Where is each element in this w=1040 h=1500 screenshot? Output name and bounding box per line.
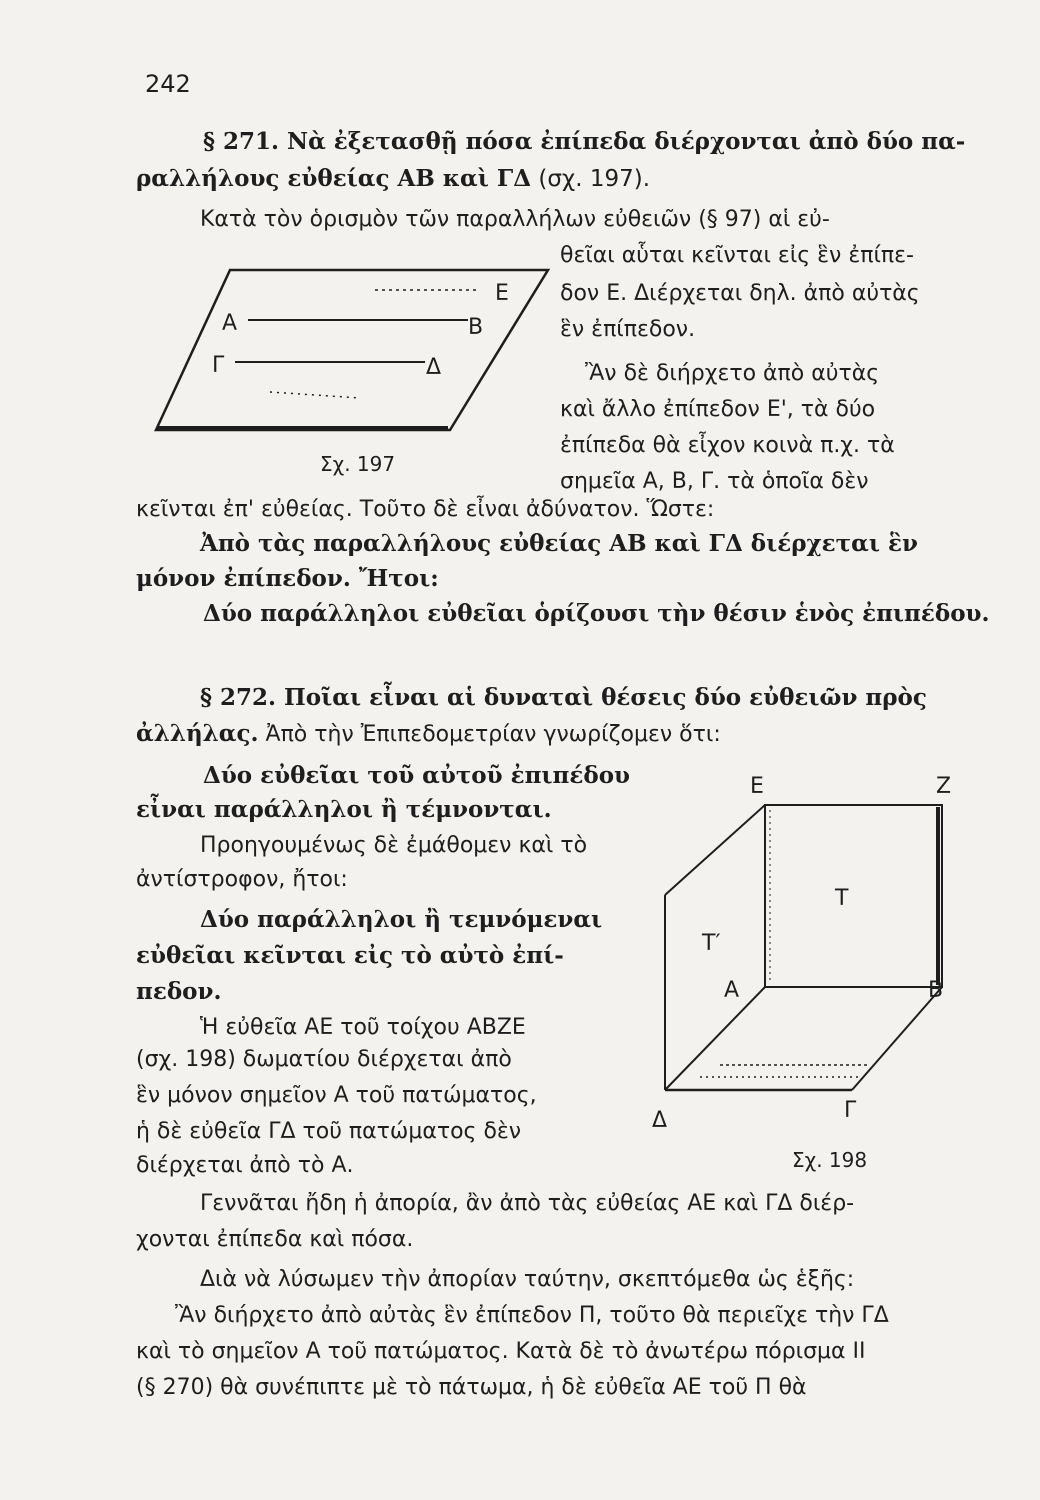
label-A: Α <box>724 978 740 1003</box>
section-271-title-ref: (σχ. 197). <box>538 166 651 192</box>
text-line: Διὰ νὰ λύσωμεν τὴν ἀπορίαν ταύτην, σκεπτόμεθα ὡς ἑξῆς: <box>200 1267 855 1292</box>
theorem-line: Ἀπὸ τὰς παραλλήλους εὐθείας ΑΒ καὶ ΓΔ διέρχεται ἓν <box>200 530 918 557</box>
text-line: θεῖαι αὗται κεῖνται εἰς ἓν ἐπίπε- <box>560 243 914 268</box>
text-line: Ἀπὸ τὴν Ἐπιπεδομετρίαν γνωρίζομεν ὅτι: <box>265 722 721 747</box>
text-line: Ἂν διήρχετο ἀπὸ αὐτὰς ἓν ἐπίπεδον Π, τοῦτο θὰ περιεῖχε τὴν ΓΔ <box>175 1303 889 1328</box>
text-line: σημεῖα Α, Β, Γ. τὰ ὁποῖα δὲν <box>560 469 869 494</box>
figure-197 <box>150 268 570 438</box>
label-B: Β <box>928 978 944 1003</box>
text-line: δον Ε. Διέρχεται δηλ. ἀπὸ αὐτὰς <box>560 281 920 306</box>
label-E: Ε <box>495 281 509 306</box>
section-272-title-line1 <box>200 684 927 713</box>
section-272-title-line2 <box>136 720 721 749</box>
figure-198-caption: Σχ. 198 <box>792 1148 868 1172</box>
theorem-line: εἶναι παράλληλοι ἢ τέμνονται. <box>136 796 552 823</box>
label-Z: Ζ <box>936 774 952 799</box>
theorem-line: εὐθεῖαι κεῖνται εἰς τὸ αὐτὸ ἐπί- <box>136 942 564 969</box>
section-271-title-line2 <box>136 165 650 193</box>
text-line: ἡ δὲ εὐθεῖα ΓΔ τοῦ πατώματος δὲν <box>136 1119 522 1144</box>
theorem-line: Δύο εὐθεῖαι τοῦ αὐτοῦ ἐπιπέδου <box>203 762 631 789</box>
label-G: Γ <box>844 1098 857 1123</box>
line-AD-floor <box>665 987 765 1090</box>
text-line: καὶ ἄλλο ἐπίπεδον Ε', τὰ δύο <box>560 397 876 422</box>
text-line: ἐπίπεδα θὰ εἶχον κοινὰ π.χ. τὰ <box>560 433 895 458</box>
text-line: (§ 270) θὰ συνέπιπτε μὲ τὸ πάτωμα, ἡ δὲ εὐθεῖα ΑΕ τοῦ Π θὰ <box>136 1375 807 1400</box>
label-T: Τ <box>835 886 849 911</box>
text-line: καὶ τὸ σημεῖον Α τοῦ πατώματος. Κατὰ δὲ τὸ ἀνωτέρω πόρισμα ΙΙ <box>136 1339 866 1364</box>
theorem-statement: Δύο παράλληλοι εὐθεῖαι ὁρίζουσι τὴν θέσιν ἑνὸς ἐπιπέδου. <box>203 600 990 627</box>
page-number: 242 <box>145 70 191 98</box>
theorem-line: Δύο παράλληλοι ἢ τεμνόμεναι <box>200 906 603 933</box>
theorem-line: μόνον ἐπίπεδον. Ἤτοι: <box>136 565 439 592</box>
shading-dots <box>270 392 360 398</box>
label-E: Ε <box>750 774 764 799</box>
label-D: Δ <box>426 355 442 380</box>
section-272-title: § 272. Ποῖαι εἶναι αἱ δυναταὶ θέσεις δύο εὐθειῶν πρὸς <box>200 684 927 711</box>
label-A: Α <box>222 311 238 336</box>
text-line: ἓν ἐπίπεδον. <box>560 317 696 342</box>
figure-198 <box>640 765 970 1135</box>
wall-T-top-edge <box>665 805 765 895</box>
text-line: διέρχεται ἀπὸ τὸ Α. <box>136 1153 354 1178</box>
plane-E-outline <box>156 270 548 430</box>
text-line: χονται ἐπίπεδα καὶ πόσα. <box>136 1227 414 1252</box>
theorem-line: πεδον. <box>136 978 222 1005</box>
text-line: Κατὰ τὸν ὁρισμὸν τῶν παραλλήλων εὐθειῶν (§ 97) αἱ εὐ- <box>200 207 830 232</box>
text-line: (σχ. 198) δωματίου διέρχεται ἀπὸ <box>136 1047 512 1072</box>
text-line: Γεννᾶται ἤδη ἡ ἀπορία, ἂν ἀπὸ τὰς εὐθείας ΑΕ καὶ ΓΔ διέρ- <box>200 1191 855 1216</box>
section-271-title-bold: ραλλήλους εὐθείας ΑΒ καὶ ΓΔ <box>136 165 532 192</box>
text-line: Ἡ εὐθεῖα ΑΕ τοῦ τοίχου ΑΒΖΕ <box>200 1015 526 1040</box>
section-271-title-line1: § 271. Νὰ ἐξετασθῇ πόσα ἐπίπεδα διέρχονται ἀπὸ δύο πα- <box>203 128 966 155</box>
label-D: Δ <box>652 1108 668 1133</box>
label-G: Γ <box>212 353 225 378</box>
text-line: ἀντίστροφον, ἤτοι: <box>136 867 348 892</box>
figure-197-caption: Σχ. 197 <box>320 452 396 476</box>
wall-ABZE <box>765 805 942 987</box>
label-B: Β <box>468 315 484 340</box>
text-line: ἓν μόνον σημεῖον Α τοῦ πατώματος, <box>136 1083 537 1108</box>
section-272-title-end: ἀλλήλας. <box>136 720 259 747</box>
text-line: Προηγουμένως δὲ ἐμάθομεν καὶ τὸ <box>200 833 588 858</box>
label-T-prime: Τ′ <box>702 931 721 956</box>
text-line: Ἂν δὲ διήρχετο ἀπὸ αὐτὰς <box>585 361 880 386</box>
text-line: κεῖνται ἐπ' εὐθείας. Τοῦτο δὲ εἶναι ἀδύνατον. Ὥστε: <box>136 497 715 522</box>
